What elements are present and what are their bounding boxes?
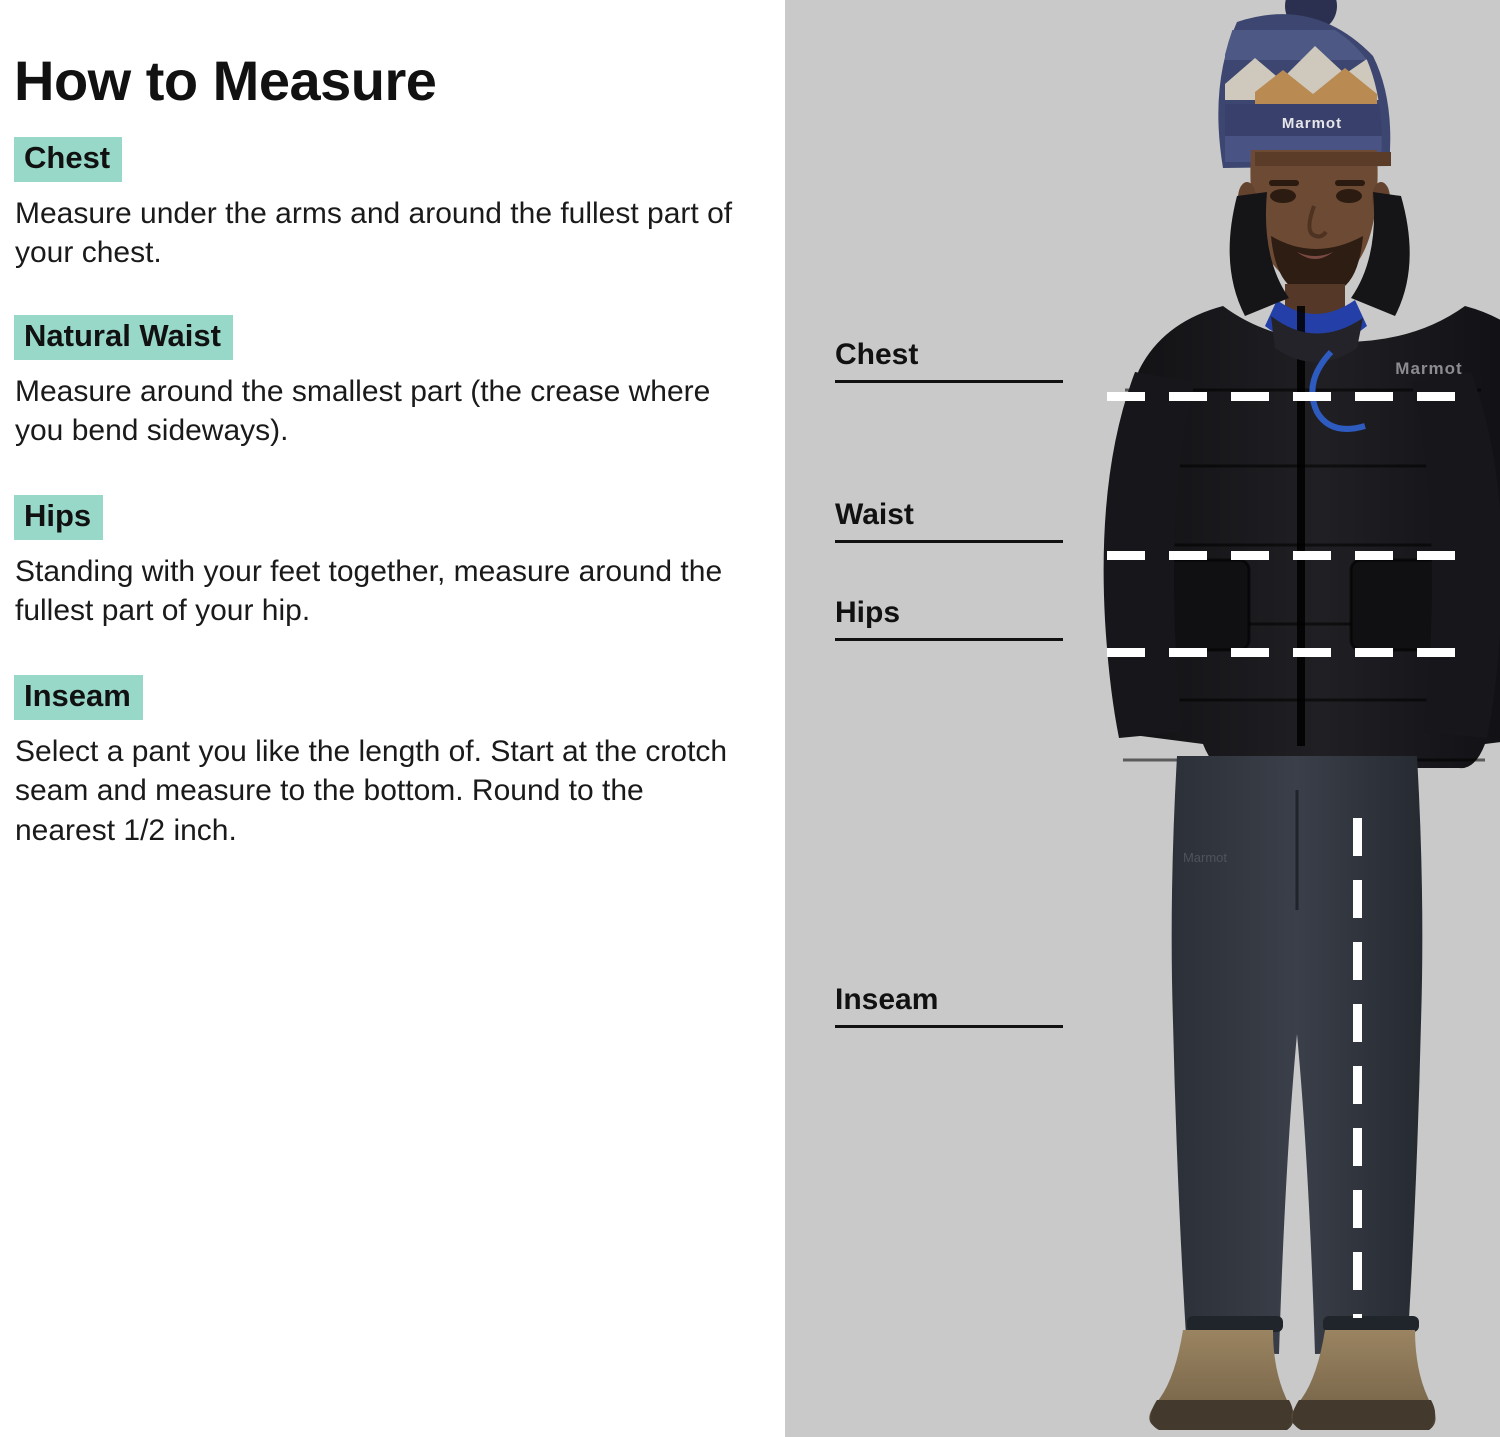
section-hips bbox=[12, 495, 735, 631]
section-label-chest: Chest bbox=[14, 137, 122, 182]
callout-inseam bbox=[835, 985, 1063, 1028]
pants bbox=[1172, 756, 1423, 1354]
section-chest bbox=[12, 137, 735, 273]
callout-label-hips: Hips bbox=[835, 596, 901, 629]
callout-label-inseam: Inseam bbox=[835, 983, 939, 1016]
svg-text:Marmot: Marmot bbox=[1281, 115, 1343, 132]
callout-rule-hips bbox=[835, 638, 1063, 641]
callout-label-waist: Waist bbox=[835, 498, 914, 531]
section-body-chest: Measure under the arms and around the fullest part of your chest. bbox=[15, 196, 733, 270]
waist-dashed-line bbox=[1107, 551, 1477, 560]
callout-rule-chest bbox=[835, 380, 1063, 383]
chest-dashed-line bbox=[1107, 392, 1477, 401]
section-body-hips: Standing with your feet together, measure around the fullest part of your hip. bbox=[15, 554, 723, 628]
boots bbox=[1149, 1330, 1435, 1430]
callout-rule-waist bbox=[835, 540, 1063, 543]
inseam-dashed-line bbox=[1353, 818, 1362, 1318]
section-body-inseam: Select a pant you like the length of. Start at the crotch seam and measure to the bottom. Round to the nearest 1/2 inch. bbox=[15, 734, 728, 847]
svg-text:Marmot: Marmot bbox=[1182, 850, 1228, 865]
section-body-natural-waist: Measure around the smallest part (the crease where you bend sideways). bbox=[15, 374, 711, 448]
callout-chest bbox=[835, 340, 1063, 383]
beanie bbox=[1218, 0, 1405, 168]
section-label-hips: Hips bbox=[14, 495, 103, 540]
section-inseam bbox=[12, 675, 735, 851]
callout-waist bbox=[835, 500, 1063, 543]
hips-dashed-line bbox=[1107, 648, 1477, 657]
section-label-inseam: Inseam bbox=[14, 675, 143, 720]
section-label-natural-waist: Natural Waist bbox=[14, 315, 233, 360]
callout-label-chest: Chest bbox=[835, 338, 919, 371]
model-photo bbox=[785, 0, 1500, 1437]
svg-text:Marmot: Marmot bbox=[1395, 359, 1463, 378]
callout-rule-inseam bbox=[835, 1025, 1063, 1028]
measurement-illustration-panel bbox=[785, 0, 1500, 1437]
callout-hips bbox=[835, 598, 1063, 641]
page-title: How to Measure bbox=[14, 49, 437, 112]
section-natural-waist bbox=[12, 315, 735, 451]
